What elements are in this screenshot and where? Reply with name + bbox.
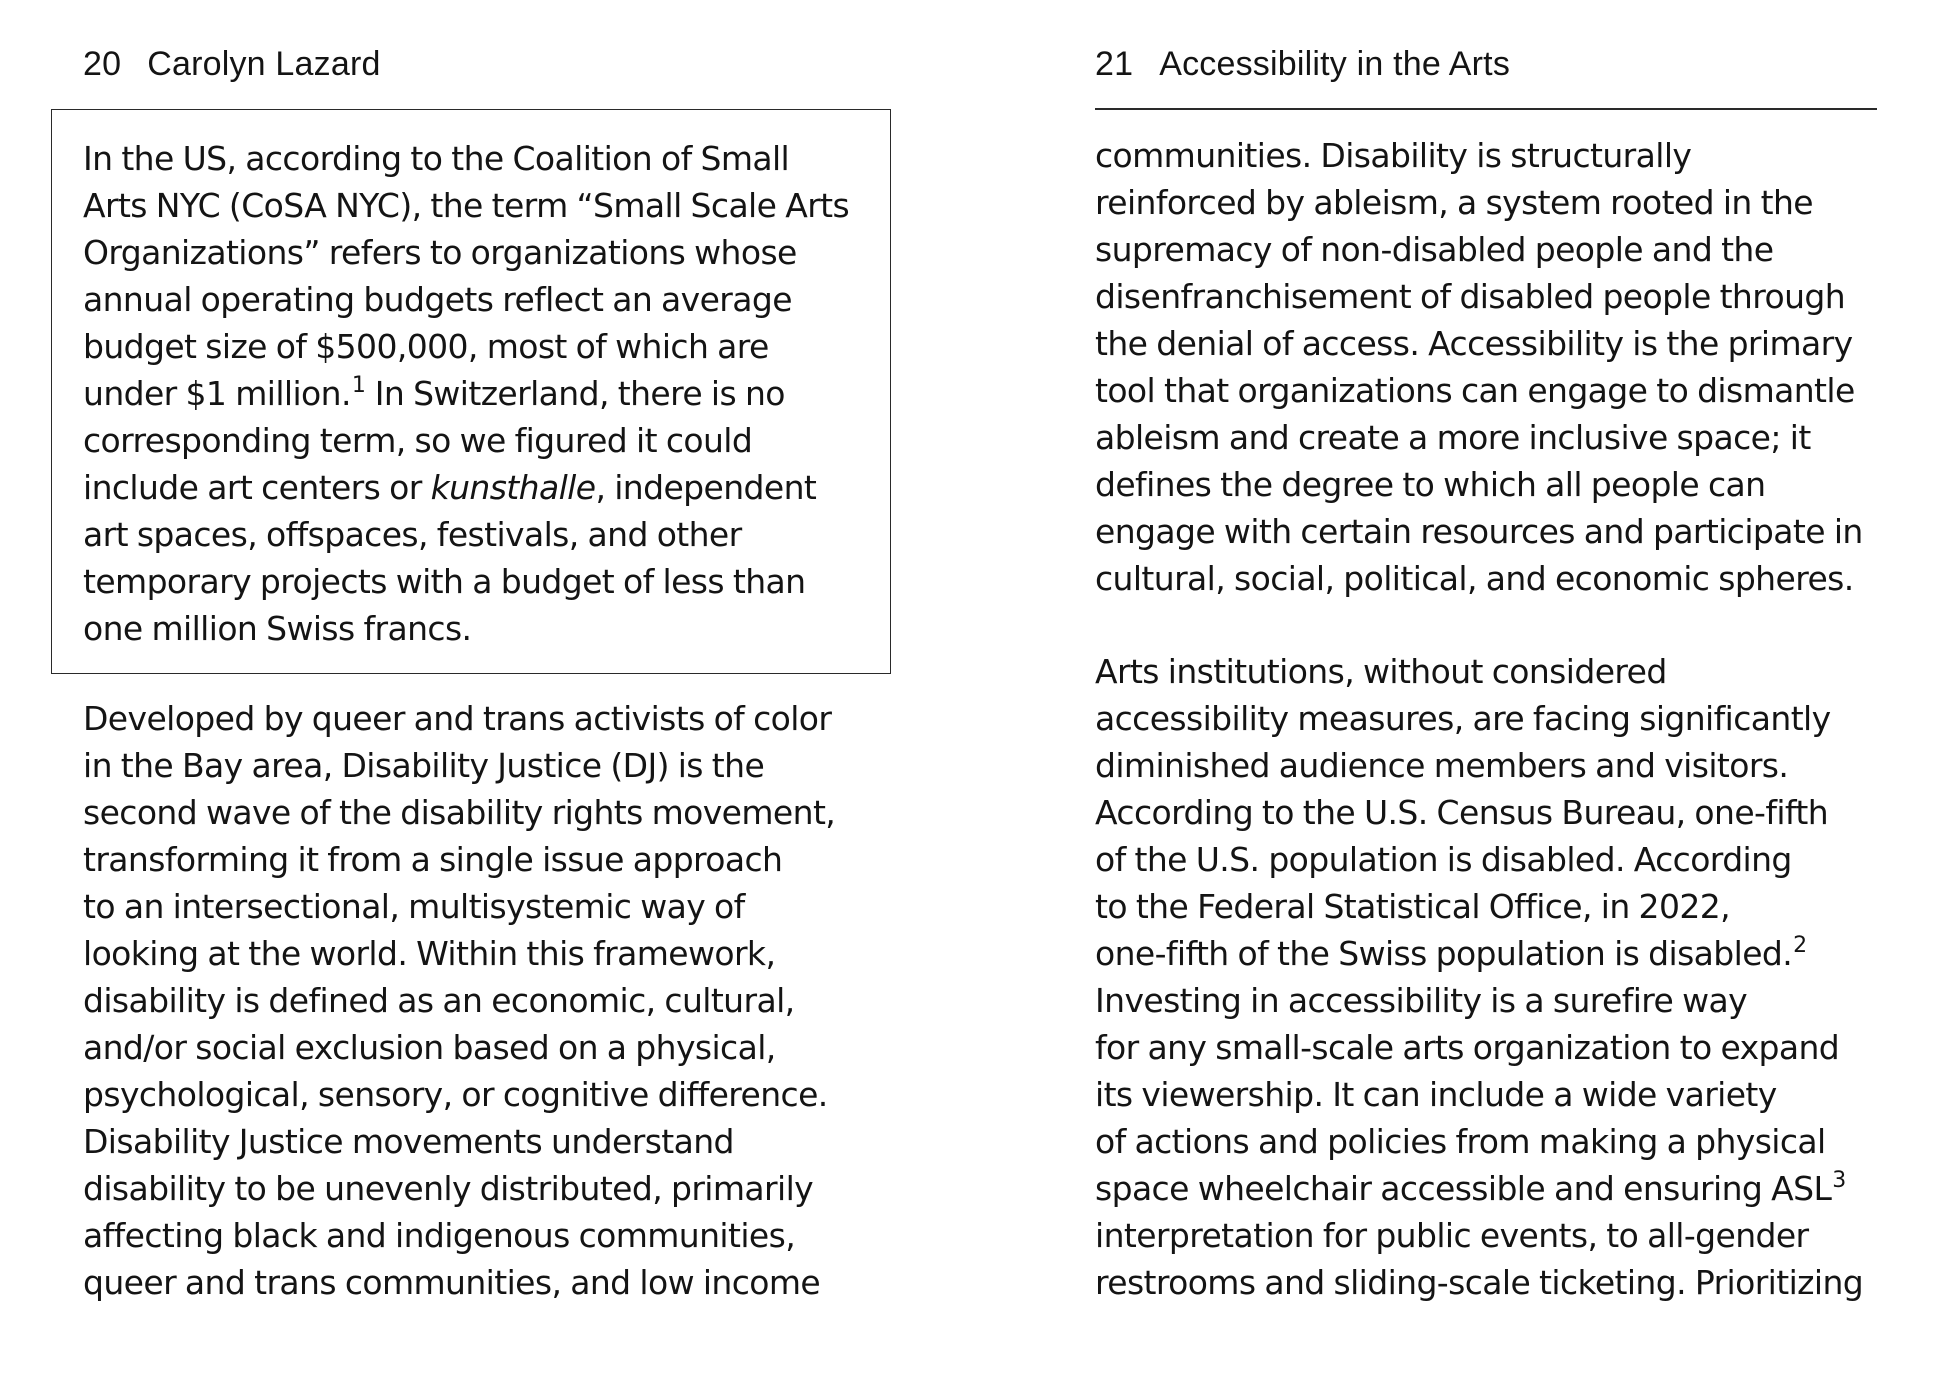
- text-line: communities. Disability is structurally: [1095, 136, 1692, 175]
- page-number-right: 21: [1095, 45, 1134, 83]
- text-line: of actions and policies from making a physical: [1095, 1122, 1826, 1161]
- text-line: one million Swiss francs.: [83, 609, 472, 648]
- running-title-right: Accessibility in the Arts: [1159, 45, 1511, 83]
- left-running-head: [83, 44, 381, 84]
- text-line: tool that organizations can engage to dismantle: [1095, 371, 1855, 410]
- text-line: transforming it from a single issue approach: [83, 840, 783, 879]
- text-line: [83, 464, 849, 511]
- text-segment: In Switzerland, there is no: [365, 374, 785, 413]
- text-line: looking at the world. Within this framework,: [83, 934, 776, 973]
- text-line: budget size of $500,000, most of which are: [83, 327, 769, 366]
- text-line: psychological, sensory, or cognitive difference.: [83, 1075, 828, 1114]
- text-line: queer and trans communities, and low income: [83, 1263, 821, 1302]
- text-line: engage with certain resources and participate in: [1095, 512, 1863, 551]
- text-line: reinforced by ableism, a system rooted in the: [1095, 183, 1813, 222]
- text-line: Arts institutions, without considered: [1095, 652, 1667, 691]
- text-line: to the Federal Statistical Office, in 2022,: [1095, 887, 1731, 926]
- text-line: Developed by queer and trans activists of color: [83, 699, 832, 738]
- text-line: second wave of the disability rights movement,: [83, 793, 836, 832]
- text-segment: include art centers or: [83, 468, 431, 507]
- text-line: corresponding term, so we figured it could: [83, 421, 753, 460]
- text-line: disability to be unevenly distributed, primarily: [83, 1169, 814, 1208]
- footnote-marker: 3: [1832, 1168, 1847, 1193]
- text-line: accessibility measures, are facing significantly: [1095, 699, 1831, 738]
- text-line: ableism and create a more inclusive space; it: [1095, 418, 1811, 457]
- footnote-marker: 1: [351, 373, 366, 398]
- text-line: [1095, 930, 1863, 977]
- text-line: for any small-scale arts organization to expand: [1095, 1028, 1840, 1067]
- right-running-head: [1095, 44, 1510, 84]
- text-line: of the U.S. population is disabled. According: [1095, 840, 1792, 879]
- text-line: According to the U.S. Census Bureau, one-fifth: [1095, 793, 1829, 832]
- text-line: disenfranchisement of disabled people through: [1095, 277, 1846, 316]
- text-line: restrooms and sliding-scale ticketing. Prioritizing: [1095, 1263, 1864, 1302]
- text-segment: one-fifth of the Swiss population is disabled.: [1095, 934, 1793, 973]
- header-rule: [1095, 108, 1877, 110]
- boxed-note-text: [83, 135, 849, 652]
- page-number-left: 20: [83, 45, 122, 83]
- text-line: Arts NYC (CoSA NYC), the term “Small Scale Arts: [83, 186, 850, 225]
- text-line: disability is defined as an economic, cultural,: [83, 981, 795, 1020]
- text-line: affecting black and indigenous communities,: [83, 1216, 796, 1255]
- text-line: cultural, social, political, and economic spheres.: [1095, 559, 1854, 598]
- text-line: temporary projects with a budget of less than: [83, 562, 806, 601]
- body-paragraph-right-1: [1095, 132, 1863, 602]
- text-line: interpretation for public events, to all-gender: [1095, 1216, 1809, 1255]
- footnote-marker: 2: [1793, 933, 1808, 958]
- body-paragraph-right-2: [1095, 648, 1863, 1306]
- left-page: [83, 0, 893, 1380]
- text-line: and/or social exclusion based on a physical,: [83, 1028, 776, 1067]
- body-paragraph-left: [83, 695, 835, 1306]
- text-segment: , independent: [595, 468, 817, 507]
- text-line: the denial of access. Accessibility is the primary: [1095, 324, 1853, 363]
- text-line: [83, 370, 849, 417]
- text-line: annual operating budgets reflect an average: [83, 280, 792, 319]
- text-line: art spaces, offspaces, festivals, and other: [83, 515, 742, 554]
- text-line: its viewership. It can include a wide variety: [1095, 1075, 1777, 1114]
- running-title-left: Carolyn Lazard: [147, 45, 381, 83]
- text-line: supremacy of non-disabled people and the: [1095, 230, 1774, 269]
- right-page: [1095, 0, 1877, 1380]
- text-line: to an intersectional, multisystemic way of: [83, 887, 745, 926]
- text-line: diminished audience members and visitors.: [1095, 746, 1789, 785]
- text-line: [1095, 1165, 1863, 1212]
- text-line: In the US, according to the Coalition of Small: [83, 139, 790, 178]
- boxed-note: [51, 109, 891, 674]
- text-line: Organizations” refers to organizations whose: [83, 233, 797, 272]
- text-line: Disability Justice movements understand: [83, 1122, 734, 1161]
- text-line: Investing in accessibility is a surefire way: [1095, 981, 1748, 1020]
- text-line: in the Bay area, Disability Justice (DJ) is the: [83, 746, 765, 785]
- text-line: defines the degree to which all people can: [1095, 465, 1766, 504]
- italic-term: kunsthalle: [430, 468, 596, 507]
- text-segment: under $1 million.: [83, 374, 351, 413]
- text-segment: space wheelchair accessible and ensuring ASL: [1095, 1169, 1832, 1208]
